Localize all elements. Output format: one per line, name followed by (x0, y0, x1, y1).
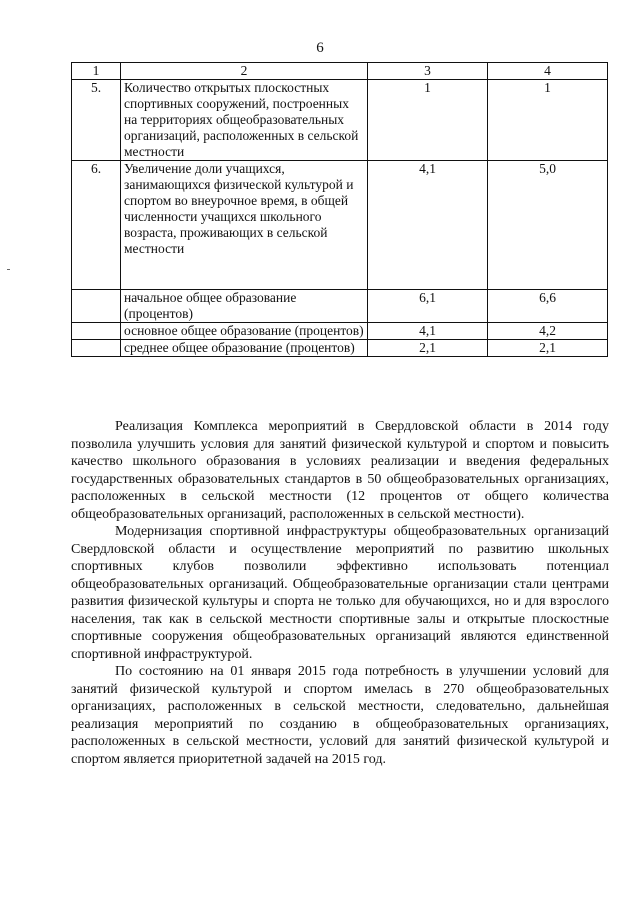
row-value-4: 6,6 (488, 290, 608, 323)
row-number (72, 323, 121, 340)
row-value-4: 1 (488, 80, 608, 161)
table-row (72, 80, 608, 161)
row-value-4: 5,0 (488, 161, 608, 290)
row-number: 6. (72, 161, 121, 290)
paragraph: По состоянию на 01 января 2015 года потребность в улучшении условий для занятий физической культурой и спортом имелась в 270 общеобразовательных организациях, расположенных в сельской местности, следовательно, дальнейшая реализация мероприятий по созданию в общеобразовательных организациях, расположенных в сельской местности, условий для занятий физической культурой и спортом является приоритетной задачей на 2015 год. (71, 664, 609, 767)
paragraph: Модернизация спортивной инфраструктуры общеобразовательных организаций Свердловской области и осуществление мероприятий по развитию школьных спортивных клубов позволили эффективно использовать потенциал общеобразовательных организаций. Общеобразовательные организации стали центрами развития физической культуры и спорта не только для обучающихся, но и для взрослого населения, так как в сельской местности спортивные залы и открытые плоскостные спортивные сооружения общеобразовательных организаций являются единственной спортивной инфраструктурой. (71, 524, 609, 662)
row-value-3: 4,1 (368, 323, 488, 340)
row-name: Количество открытых плоскостных спортивных сооружений, построенных на территориях общеобразовательных организаций, расположенных в сельской местности (121, 80, 368, 161)
row-number: 5. (72, 80, 121, 161)
row-name: основное общее образование (процентов) (121, 323, 368, 340)
page-number: 6 (316, 40, 324, 56)
table-header-row (72, 63, 608, 80)
header-cell: 1 (72, 63, 121, 80)
row-name: начальное общее образование (процентов) (121, 290, 368, 323)
row-number (72, 290, 121, 323)
row-value-3: 1 (368, 80, 488, 161)
row-name: среднее общее образование (процентов) (121, 340, 368, 357)
table-row (72, 290, 608, 323)
table-row (72, 340, 608, 357)
header-cell: 3 (368, 63, 488, 80)
paragraph: Реализация Комплекса мероприятий в Свердловской области в 2014 году позволила улучшить условия для занятий физической культурой и спортом и повысить качество школьного образования в условиях реализации и введения федеральных государственных образовательных стандартов в 50 общеобразовательных организациях, расположенных в сельской местности (12 процентов от общего количества общеобразовательных организаций, расположенных в сельской местности). (71, 419, 609, 522)
row-value-3: 2,1 (368, 340, 488, 357)
table-row (72, 161, 608, 290)
header-cell: 2 (121, 63, 368, 80)
row-value-4: 2,1 (488, 340, 608, 357)
row-value-4: 4,2 (488, 323, 608, 340)
row-value-3: 6,1 (368, 290, 488, 323)
row-value-3: 4,1 (368, 161, 488, 290)
margin-mark (7, 269, 10, 270)
header-cell: 4 (488, 63, 608, 80)
indicators-table (71, 62, 608, 357)
row-number (72, 340, 121, 357)
table-row (72, 323, 608, 340)
row-name: Увеличение доли учащихся, занимающихся физической культурой и спортом во внеурочное время, в общей численности учащихся школьного возраста, проживающих в сельской местности (121, 161, 368, 290)
body-text (71, 418, 609, 768)
